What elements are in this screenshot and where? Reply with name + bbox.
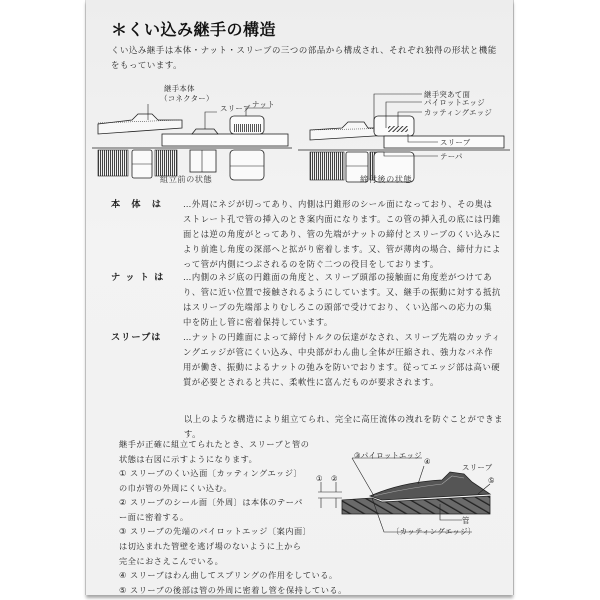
text-body: …外周にネジが切ってあり、内側は円錐形のシール面になっており、その奥はストレート孔で管の挿入のとき案内面になります。この管の挿入孔の底には円錐面とは逆の角度がとってあり、管の先端がナットの締付とスリーブのくい込みにより前進し角度の深部へと拡がり密着します。又、管が薄肉の場合、締付力によって管が内側につぶされるのを防ぐ二つの役目をしております。 — [183, 199, 501, 269]
label-callout-1: ① — [316, 474, 323, 483]
figure-before-assembly — [92, 86, 292, 190]
figure-sleeve-detail — [312, 452, 508, 540]
label-nut: ナット — [252, 100, 275, 109]
label-taper: テーパ — [440, 152, 463, 161]
caption-after-tightening: 締付後の状態 — [360, 174, 413, 184]
assembly-intro: 継手が正確に組立てられたとき、スリーブと管の状態は右図に示すようになります。 — [119, 439, 310, 464]
label-pipe: 管 — [462, 516, 470, 525]
summary-paragraph: 以上のような構造により組立てられ、完全に高圧流体の洩れを防ぐことができます。 — [184, 414, 503, 439]
label-callout-5: ⑤ — [488, 476, 495, 485]
label-sleeve: スリーブ — [220, 104, 251, 113]
point-1: ① スリーブのくい込面〔カッティングエッジ〕の巾が管の外周にくい込む。 — [119, 468, 303, 493]
label-callout-4: ④ — [424, 457, 431, 466]
label-connector-body-sub: （コネクター） — [160, 94, 214, 103]
caption-before-assembly: 組立前の状態 — [160, 174, 213, 184]
point-3: ③ スリーブの先端のパイロットエッジ〔案内面〕は切込まれた管壁を逃げ場のないように上から完全におさえこんでいる。 — [119, 526, 308, 566]
text-sleeve: …ナットの円錐面によって締付トルクの伝達がなされ、スリーブ先端のカッティングエッジが管にくい込み、中央部がわん曲し全体が圧縮され、強力なバネ作用が働き、振動によるナットの弛みを防いでおります。従ってエッジ部は高い硬質が必要とされると共に、柔軟性に富んだものが要求されます。 — [183, 332, 501, 387]
point-4: ④ スリーブはわん曲してスプリングの作用をしている。 — [119, 570, 338, 581]
section-body — [111, 197, 506, 272]
figure-after-tightening — [298, 86, 510, 190]
label-cutting-edge: カッティングエッジ — [424, 108, 493, 117]
label-cutting-edge-detail: 〔カッティングエッジ〕 — [392, 527, 476, 536]
label-stop-face: 継手突あて面 — [424, 90, 471, 99]
intro-paragraph: くい込み継手は本体・ナット・スリーブの三つの部品から構成され、それぞれ独得の形状と機能をもっています。 — [111, 45, 497, 70]
section-sleeve — [111, 330, 506, 390]
label-sleeve-detail: スリーブ — [462, 463, 493, 472]
section-nut — [111, 270, 506, 330]
label-pilot-edge: パイロットエッジ — [424, 98, 485, 107]
label-connector-body: 継手本体 — [164, 84, 195, 93]
label-callout-2: ② — [331, 474, 338, 483]
term-body: 本 体 は — [111, 199, 162, 210]
point-5: ⑤ スリーブの後部は管の外周に密着し管を保持している。 — [119, 584, 347, 595]
label-pilot-edge-detail: ③パイロットエッジ — [354, 451, 422, 460]
text-nut: …内側のネジ底の円錐面の角度と、スリーブ頭部の接触面に角度差がつけてあり、管に近い位置で接触されるようにしています。又、継手の振動に対する抵抗はスリーブの先端部よりむしろこの頭部で受けており、くい込部への応力の集中を防止し管に密着保持しています。 — [183, 272, 501, 327]
point-2: ② スリーブのシール面〔外周〕は本体のテーパー面に密着する。 — [119, 497, 303, 522]
term-sleeve: スリーブは — [111, 332, 162, 343]
term-nut: ナ ッ ト は — [111, 272, 165, 283]
page-title: ＊くい込み継手の構造 — [111, 20, 277, 39]
label-sleeve-after: スリーブ — [440, 138, 471, 147]
